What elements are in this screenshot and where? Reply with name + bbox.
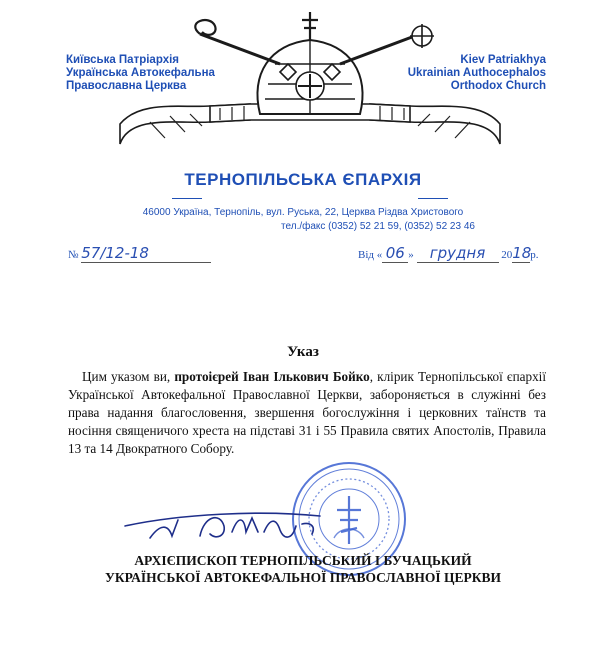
document-body xyxy=(68,368,546,458)
year-underline xyxy=(512,244,530,263)
body-person-name: протоієрей Іван Ількович Бойко xyxy=(174,369,370,384)
body-text-start: Цим указом ви, xyxy=(82,369,175,384)
header-right-line: Kiev Patriakhya xyxy=(460,54,546,66)
handwritten-year: 18 xyxy=(512,244,532,262)
month-underline xyxy=(417,244,499,263)
signatory-title-line: УКРАЇНСЬКОЇ АВТОКЕФАЛЬНОЇ ПРАВОСЛАВНОЇ ЦЕРКВИ xyxy=(104,570,502,585)
year-suffix: р. xyxy=(530,249,539,261)
header-right-line: Orthodox Church xyxy=(450,80,546,92)
letterhead-divider-left xyxy=(172,198,202,199)
day-underline xyxy=(382,244,408,263)
reference-number xyxy=(68,244,211,263)
eparchy-name: ТЕРНОПІЛЬСЬКА ЄПАРХІЯ xyxy=(184,170,422,189)
phone-fax-line: тел./факс (0352) 52 21 59, (0352) 52 23 46 xyxy=(281,221,475,232)
signatory-title-line: АРХІЄПИСКОП ТЕРНОПІЛЬСЬКИЙ І БУЧАЦЬКИЙ xyxy=(134,553,472,568)
body-text-rest: , клірик Тернопільської єпархії Української Автокефальної Православної Церкви, забороняється в служінні без права надання благословення, звершення богослужіння і церковних таїнств та носіння священичого хреста на підставі 31 і 55 Правила святих Апостолів, Правила 13 та 14 Двократного Собору. xyxy=(68,369,547,456)
day-close: » xyxy=(408,249,414,261)
number-prefix: № xyxy=(68,249,79,261)
letterhead-divider-right xyxy=(418,198,448,199)
document-title: Указ xyxy=(287,344,319,360)
date-prefix: Від « xyxy=(358,249,383,261)
number-underline xyxy=(81,244,211,263)
signatory-title xyxy=(0,552,606,586)
handwritten-month: грудня xyxy=(429,244,486,262)
address-block xyxy=(0,206,606,234)
year-prefix: 20 xyxy=(501,249,513,261)
eparchy-emblem-icon xyxy=(90,4,530,174)
handwritten-number: 57/12-18 xyxy=(81,244,149,262)
reference-date xyxy=(358,244,539,263)
signature-icon xyxy=(120,496,420,556)
header-left-line: Православна Церква xyxy=(66,80,187,92)
header-left-line: Київська Патріархія xyxy=(66,54,180,66)
header-left-line: Українська Автокефальна xyxy=(66,67,215,79)
address-line: 46000 Україна, Тернопіль, вул. Руська, 22, Церква Різдва Христового xyxy=(142,207,464,218)
header-right-line: Ukrainian Authocephalos xyxy=(407,67,546,79)
handwritten-day: 06 xyxy=(385,244,405,262)
